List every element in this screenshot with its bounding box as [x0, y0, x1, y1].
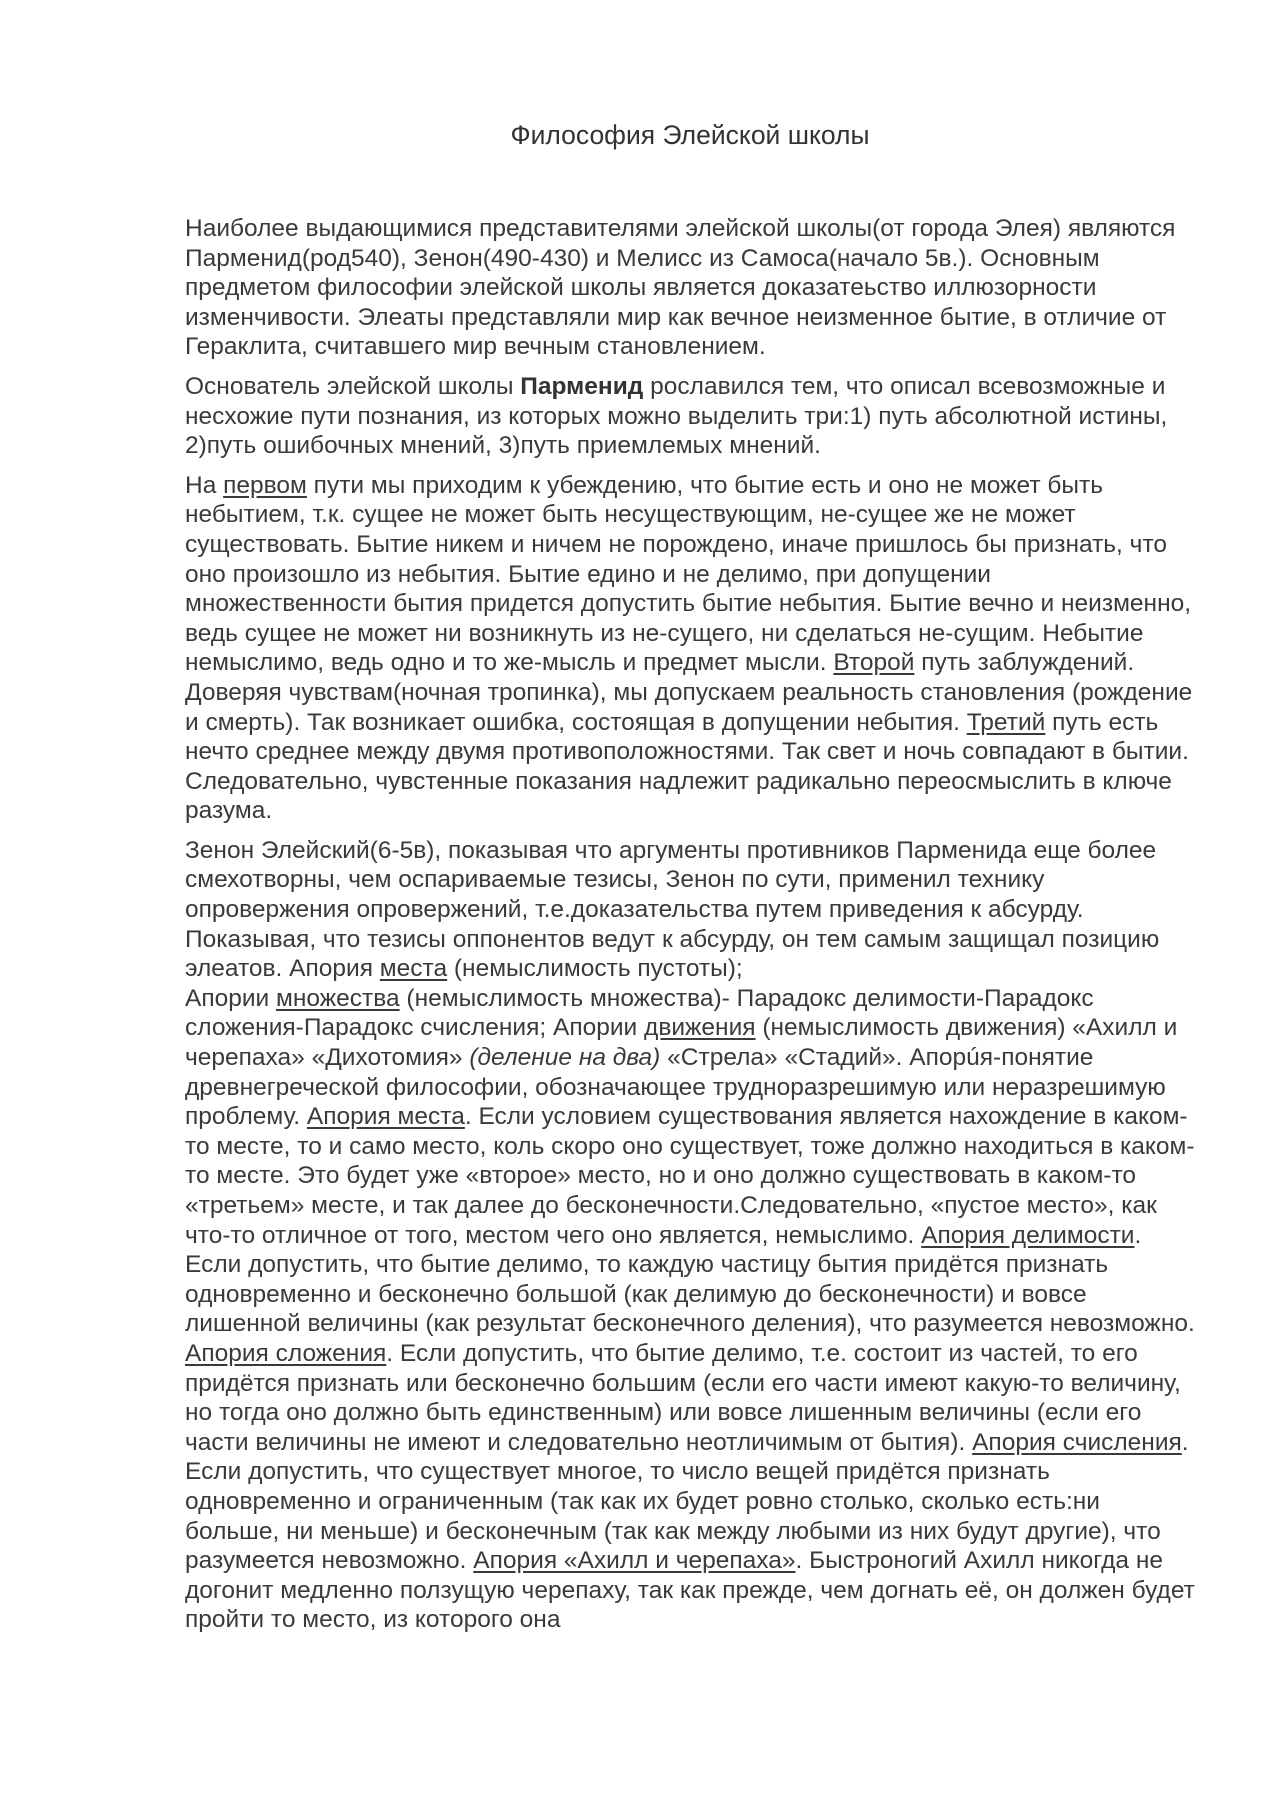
underlined-aporia-addition: Апория сложения — [185, 1339, 387, 1367]
underlined-multitude: множества — [276, 984, 400, 1012]
text-run: пути мы приходим к убеждению, что бытие есть и оно не может быть небытием, т.к. сущее не может быть несуществующим, не-сущее же не может существовать. Бытие никем и ничем не порождено, иначе пришлось бы признать, что оно произошло из небытия. Бытие едино и не делимо, при допущении множественности бытия придется допустить бытие небытия. Бытие вечно и неизменно, ведь сущее не может ни возникнуть из не-сущего, ни сделаться не-сущим. Небытие немыслимо, ведь одно и то же-мысль и предмет мысли. — [185, 471, 1192, 677]
text-run: На — [185, 471, 224, 499]
underlined-third: Третий — [966, 708, 1046, 736]
text-run: (немыслимость движения) «Ахилл и черепаха» «Дихотомия» — [185, 1014, 1178, 1072]
document-page — [185, 118, 1195, 1645]
text-run: (немыслимость множества)- Парадокс делимости-Парадокс сложения-Парадокс счисления; Апории — [185, 984, 1094, 1042]
bold-name-parmenides: Парменид — [520, 372, 644, 400]
text-run: . Если допустить, что существует многое, то число вещей придётся признать одновременно и ограниченным (так как их будет ровно столько, сколько есть:ни больше, ни меньше) и бесконечным (так как между любыми из них будут другие), что разумеется невозможно. — [185, 1428, 1189, 1575]
text-run: . Если допустить, что бытие делимо, т.е. состоит из частей, то его придётся признать или бесконечно большим (если его части имеют какую-то величину, но тогда оно должно быть единственным) или вовсе лишенным величины (если его части величины не имеют и следовательно неотличимым от бытия). — [185, 1339, 1181, 1456]
underlined-place: места — [379, 955, 448, 983]
underlined-second: Второй — [833, 649, 915, 677]
text-run: . Если допустить, что бытие делимо, то каждую частицу бытия придётся признать одновременно и бесконечно большой (как делимую до бесконечности) и вовсе лишенной величины (как результат бесконечного деления), что разумеется невозможно. — [185, 1221, 1195, 1338]
text-run: . Если условием существования является нахождение в каком-то месте, то и само место, коль скоро оно существует, тоже должно находиться в каком-то месте. Это будет уже «второе» место, но и оно должно существовать в каком-то «третьем» месте, и так далее до бесконечности.Следовательно, «пустое место», как что-то отличное от того, местом чего оно является, немыслимо. — [185, 1103, 1195, 1249]
paragraph-aporias — [185, 984, 1195, 1635]
text-run: путь заблуждений. Доверяя чувствам(ночная тропинка), мы допускаем реальность становления (рождение и смерть). Так возникает ошибка, состоящая в допущении небытия. — [185, 649, 1193, 736]
italic-dichotomy: (деление на два) — [469, 1044, 661, 1072]
underlined-first: первом — [223, 471, 307, 499]
underlined-aporia-achilles: Апория «Ахилл и черепаха» — [473, 1547, 796, 1575]
text-run: рославился тем, что описал всевозможные и несхожие пути познания, из которых можно выделить три:1) путь абсолютной истины, 2)путь ошибочных мнений, 3)путь приемлемых мнений. — [185, 372, 1168, 460]
text-run: (немыслимость пустоты); — [447, 955, 743, 983]
underlined-aporia-divisibility: Апория делимости — [921, 1221, 1135, 1249]
underlined-aporia-counting: Апория счисления — [972, 1428, 1182, 1456]
underlined-motion: движения — [644, 1014, 756, 1042]
paragraph-intro: Наиболее выдающимися представителями элейской школы(от города Элея) являются Парменид(род540), Зенон(490-430) и Мелисс из Самоса(начало 5в.). Основным предметом философии элейской школы является доказатеьство иллюзорности изменчивости. Элеаты представляли мир как вечное неизменное бытие, в отличие от Гераклита, считавшего мир вечным становлением. — [185, 215, 1176, 361]
text-run: путь есть нечто среднее между двумя противоположностями. Так свет и ночь совпадают в бытии. Следовательно, чувстенные показания надлежит радикально переосмыслить в ключе разума. — [185, 708, 1189, 825]
paragraph-three-paths — [185, 471, 1195, 826]
text-run: Зенон Элейский(6-5в), показывая что аргументы противников Парменида еще более смехотворны, чем оспариваемые тезисы, Зенон по сути, применил технику опровержения опровержений, т.е.доказательства путем приведения к абсурду. Показывая, что тезисы оппонентов ведут к абсурду, он тем самым защищал позицию элеатов. Апория — [185, 836, 1160, 983]
text-run: «Стрела» «Стадий». Апорúя-понятие древнегреческой философии, обозначающее трудноразрешимую или неразрешимую проблему. — [185, 1044, 1166, 1131]
text-run: . Быстроногий Ахилл никогда не догонит медленно ползущую черепаху, так как прежде, чем догнать её, он должен будет пройти то место, из которого она — [185, 1547, 1195, 1634]
paragraph-zeno — [185, 836, 1195, 984]
text-run: Апории — [185, 984, 277, 1012]
paragraph-parmenides — [185, 372, 1195, 461]
text-run: Основатель элейской школы — [185, 372, 521, 400]
underlined-aporia-place: Апория места — [306, 1103, 465, 1131]
page-title: Философия Элейской школы — [510, 120, 870, 150]
